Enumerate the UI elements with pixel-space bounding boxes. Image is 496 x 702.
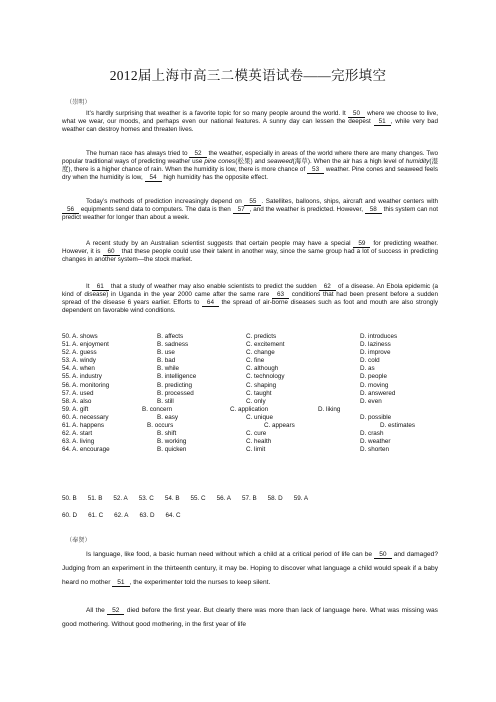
paragraph-text: (海草). When the air has a high level of <box>292 158 406 166</box>
option-choice: C. taught <box>246 389 272 397</box>
option-choice: C. limit <box>246 446 266 454</box>
answer-item: 61. C <box>88 512 104 519</box>
option-choice: 64. A. encourage <box>62 446 110 454</box>
section-label-fengxian: （奉贤） <box>66 537 91 544</box>
option-choice: D. weather <box>360 438 391 446</box>
answer-item: 51. B <box>87 495 103 502</box>
paragraph-text: . Satellites, balloons, ships, aircraft and weather centers with <box>261 198 438 205</box>
blank-54: 54 <box>145 174 162 182</box>
option-choice: D. even <box>360 397 382 405</box>
paragraph-text: and damaged? Judging from an experiment in the thirteenth century, it may be. Hoping to discover what language a child would speak if a baby heard no mother <box>62 551 439 586</box>
option-choice: D. shorten <box>360 446 390 454</box>
blank-58: 58 <box>365 206 382 214</box>
option-choice: D. liking <box>318 405 341 413</box>
answer-item: 59. A <box>293 495 309 502</box>
option-row <box>62 438 442 446</box>
option-choice: C. appears <box>264 422 295 430</box>
paragraph-text: , and the weather is predicted. However, <box>249 206 365 214</box>
paragraph-text: , while very bad weather can destroy homes and threaten lives. <box>62 118 438 134</box>
option-choice: D. introduces <box>360 333 398 340</box>
option-choice: C. excitement <box>246 341 285 349</box>
option-choice: B. bad <box>157 357 176 365</box>
answer-item: 62. A <box>114 512 129 519</box>
option-choice: C. although <box>246 365 279 373</box>
option-choice: D. laziness <box>360 341 391 349</box>
answer-item: 58. D <box>267 495 283 502</box>
passage2-paragraph-2 <box>62 604 438 632</box>
option-choice: D. possible <box>360 413 392 421</box>
option-choice: D. answered <box>360 389 396 397</box>
option-choice: 61. A. happens <box>62 422 105 430</box>
passage-paragraph-3 <box>62 198 438 222</box>
option-choice: D. cold <box>360 357 380 365</box>
paragraph-text: It’s hardly surprising that weather is a favorite topic for so many people around the world. It <box>86 110 348 117</box>
answer-item: 50. B <box>62 495 77 502</box>
paragraph-text: A recent study by an Australian scientist suggests that certain people may have a special <box>86 240 354 247</box>
option-choice: C. fine <box>246 357 265 365</box>
paragraph-text: All the <box>86 607 108 614</box>
option-choice: 58. A. also <box>62 397 92 405</box>
option-row <box>62 446 442 454</box>
option-choice: C. change <box>246 349 275 357</box>
answer-item: 63. D <box>139 512 155 519</box>
blank-60: 60 <box>103 248 120 256</box>
answer-item: 54. B <box>164 495 180 502</box>
section-label-chongming: （崇明） <box>66 99 91 106</box>
blank-50: 50 <box>348 110 365 118</box>
paragraph-text: weather. Pine cones and seaweed feels dry when the humidity is low, <box>62 166 438 182</box>
paragraph-text: conditions that had been present before a sudden spread of the disease 6 years earlier. Efforts to <box>62 291 438 307</box>
paragraph-text: (松果) and <box>235 158 268 166</box>
option-choice: B. occurs <box>147 422 174 430</box>
option-choice: C. technology <box>246 373 285 381</box>
option-choice: B. use <box>157 349 175 357</box>
passage-paragraph-1 <box>62 110 438 134</box>
option-choice: B. intelligence <box>157 373 197 381</box>
blank-61: 61 <box>92 283 109 291</box>
answer-item: 56. A <box>216 495 231 502</box>
option-choice: B. easy <box>157 413 178 421</box>
paragraph-text: where we choose to live, what we wear, our moods, and perhaps even our national features. A sunny day can lessen the deepest <box>62 110 438 126</box>
italic-term: pine cones <box>204 158 236 166</box>
blank-63: 63 <box>272 291 289 299</box>
passage2-paragraph-1 <box>62 548 438 590</box>
answer-item: 53. C <box>138 495 154 502</box>
paragraph-text: died before the first year. But clearly there was more than lack of language here. What was missing was good mothering. Without good mothering, in the first year of life <box>62 607 438 628</box>
option-row <box>62 349 442 357</box>
paragraph-text: for predicting weather. However, it is <box>62 240 438 256</box>
paragraph-text: (湿度), there is a higher chance of rain. When the humidity is low, there is more chance of <box>62 158 438 174</box>
italic-term: humidity <box>405 158 430 166</box>
blank-59: 59 <box>353 240 370 248</box>
options-list <box>62 333 442 454</box>
option-row <box>62 398 442 406</box>
page-title: 2012届上海市高三二模英语试卷——完形填空 <box>109 68 387 83</box>
option-choice: D. moving <box>360 381 389 389</box>
option-row <box>62 414 442 422</box>
option-choice: C. health <box>246 438 272 446</box>
blank-55: 55 <box>244 198 261 206</box>
blank-62: 62 <box>319 283 336 291</box>
option-choice: B. while <box>157 365 180 373</box>
option-choice: B. still <box>157 397 174 405</box>
option-choice: D. estimates <box>380 422 415 430</box>
option-choice: 55. A. industry <box>62 373 102 381</box>
option-choice: 60. A. necessary <box>62 413 109 421</box>
blank-57: 57 <box>233 206 250 214</box>
option-choice: B. quicken <box>157 446 187 454</box>
option-choice: 52. A. guess <box>62 349 97 357</box>
option-row <box>62 341 442 349</box>
blank-51: 51 <box>374 118 391 126</box>
answer-key-row-2 <box>62 512 192 519</box>
paragraph-text: the weather, especially in areas of the world where there are many changes. Two popular traditional ways of predicting weather use <box>62 150 438 166</box>
option-choice: B. predicting <box>157 381 193 389</box>
option-choice: C. cure <box>246 430 267 438</box>
paragraph-text: that these people could use their talent in another way, since the same group had a lot of success in predicting changes in another system—the stock market. <box>62 248 438 264</box>
option-choice: 50. A. shows <box>62 333 98 340</box>
paragraph-text: high humidity has the opposite effect. <box>161 174 268 182</box>
option-row <box>62 390 442 398</box>
option-choice: D. crash <box>360 430 384 438</box>
option-choice: C. application <box>230 405 269 413</box>
option-choice: B. processed <box>157 389 194 397</box>
paragraph-text: Is language, like food, a basic human need without which a child at a critical period of life can be <box>86 551 375 558</box>
blank-64: 64 <box>202 299 219 307</box>
option-row <box>62 333 442 341</box>
option-choice: 51. A. enjoyment <box>62 341 109 349</box>
answer-item: 64. C <box>165 512 181 519</box>
option-row <box>62 430 442 438</box>
option-row <box>62 365 442 373</box>
paragraph-text: equipments send data to computers. The data is then <box>79 206 233 214</box>
option-choice: D. people <box>360 373 387 381</box>
blank-51: 51 <box>112 579 129 587</box>
option-choice: C. only <box>246 397 266 405</box>
blank-52: 52 <box>189 150 206 158</box>
option-choice: 56. A. monitoring <box>62 381 110 389</box>
passage-paragraph-5 <box>62 283 438 315</box>
option-choice: D. as <box>360 365 375 373</box>
option-row <box>62 422 442 430</box>
option-choice: B. concern <box>142 405 173 413</box>
answer-item: 52. A <box>113 495 128 502</box>
paragraph-text: Today’s methods of prediction increasingly depend on <box>86 198 245 205</box>
option-choice: 63. A. living <box>62 438 95 446</box>
option-choice: C. shaping <box>246 381 277 389</box>
option-choice: 59. A. gift <box>62 405 89 413</box>
blank-53: 53 <box>307 166 324 174</box>
option-choice: 62. A. start <box>62 430 93 438</box>
paragraph-text: The human race has always tried to <box>86 150 190 157</box>
blank-56: 56 <box>62 206 79 214</box>
option-choice: B. shift <box>157 430 177 438</box>
answer-key-row-1 <box>62 495 319 502</box>
passage-paragraph-4 <box>62 240 438 264</box>
answer-item: 55. C <box>190 495 206 502</box>
option-choice: D. improve <box>360 349 391 357</box>
blank-50: 50 <box>374 551 391 559</box>
italic-term: seaweed <box>267 158 293 166</box>
paragraph-text: of a disease. An Ebola epidemic (a kind of disease) in Uganda in the year 2000 came after the same rare <box>62 283 438 299</box>
option-row <box>62 406 442 414</box>
paragraph-text: that a study of weather may also enable scientists to predict the sudden <box>108 283 319 290</box>
answer-item: 60. D <box>62 512 78 519</box>
blank-52: 52 <box>107 607 124 615</box>
option-choice: 54. A. when <box>62 365 95 373</box>
option-choice: C. predicts <box>246 333 277 340</box>
option-row <box>62 382 442 390</box>
option-choice: B. sadness <box>157 341 189 349</box>
paragraph-text: the spread of air-borne diseases such as foot and mouth are also strongly dependent on favorable wind conditions. <box>62 299 438 315</box>
option-choice: B. working <box>157 438 187 446</box>
paragraph-text: this system can not predict weather for longer than about a week. <box>62 206 438 222</box>
option-choice: 53. A. windy <box>62 357 96 365</box>
option-choice: 57. A. used <box>62 389 94 397</box>
passage-paragraph-2 <box>62 150 438 182</box>
option-choice: C. unique <box>246 413 273 421</box>
paragraph-text: , the experimenter told the nurses to keep silent. <box>129 579 271 586</box>
answer-item: 57. B <box>241 495 257 502</box>
option-choice: B. affects <box>157 333 184 340</box>
paragraph-text: It <box>86 283 92 290</box>
option-row <box>62 357 442 365</box>
option-row <box>62 373 442 381</box>
